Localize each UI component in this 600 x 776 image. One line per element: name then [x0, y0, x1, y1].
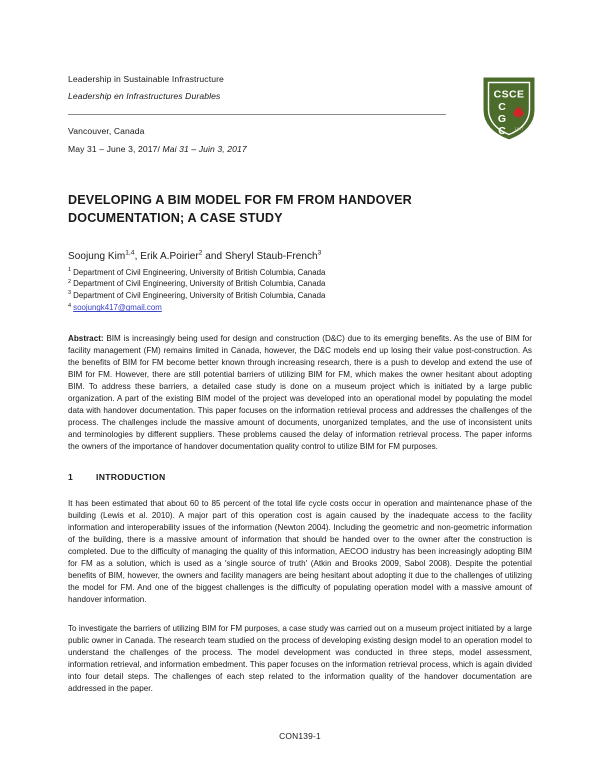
- author-separator-2: and: [202, 251, 225, 262]
- body-paragraph: It has been estimated that about 60 to 85 percent of the total life cycle costs occur in operation and maintenance phase of the building (Lewis et al. 2010). A major part of this operation cost is again caused by the inadequate access to the facility information and interoperability issues of the information (Newton 2004). Including the geometric and non-geometric information of the building, there is a massive amount of information that should be handed over to the owner after the construction is completed. Due to the difficulty of managing the quality of this information, AECOO industry has been increasingly adopting BIM for FM as a solution, which is used as a 'single source of truth' (Atkin and Brooks 2009, Sabol 2008). Despite the potential benefits of BIM, however, the owners and facility managers are being hesitant about adopting it due to the challenges of utilizing the model for FM. And one of the biggest challenges is the difficulty of populating operation model with a massive amount of handover information.: [68, 499, 532, 605]
- logo-text-c1: C: [498, 101, 506, 113]
- conference-tagline-fr: Leadership en Infrastructures Durables: [68, 91, 221, 101]
- author-sup-1: 1,4: [125, 249, 135, 257]
- logo-text-g: G: [497, 113, 507, 125]
- affiliation-text: Department of Civil Engineering, University of British Columbia, Canada: [73, 268, 326, 277]
- author-name-3: Sheryl Staub-French: [224, 251, 318, 262]
- affiliation-item: [68, 290, 532, 301]
- page-title: DEVELOPING A BIM MODEL FOR FM FROM HANDOVER DOCUMENTATION; A CASE STUDY: [68, 193, 412, 225]
- abstract-label: Abstract:: [68, 333, 104, 343]
- affiliation-item: [68, 267, 532, 278]
- page-footer: CON139-1: [279, 731, 321, 741]
- author-sup-2: 2: [198, 249, 203, 257]
- author-list: [68, 250, 532, 264]
- logo-text-c2: C: [498, 125, 506, 137]
- masthead: [68, 72, 532, 158]
- masthead-divider: [68, 114, 446, 115]
- conference-dates-en: May 31 – June 3, 2017/: [68, 144, 163, 154]
- affiliation-text: Department of Civil Engineering, University of British Columbia, Canada: [73, 290, 326, 300]
- conference-location: Vancouver, Canada: [68, 126, 145, 136]
- conference-dates: [68, 142, 446, 156]
- section-title: INTRODUCTION: [96, 472, 166, 483]
- csce-cgc-shield-logo: [478, 72, 540, 144]
- conference-tagline-en: Leadership in Sustainable Infrastructure: [68, 74, 224, 84]
- page-content: [68, 72, 532, 703]
- affiliation-item: [68, 278, 532, 289]
- author-name-1: Soojung Kim: [68, 251, 126, 262]
- conference-dates-fr: Mai 31 – Juin 3, 2017: [162, 144, 247, 154]
- author-sup-3: 3: [317, 249, 322, 257]
- abstract-paragraph: [68, 333, 532, 453]
- email-marker: 4: [68, 302, 72, 309]
- author-name-2: Erik A.Poirier: [140, 251, 199, 262]
- affiliation-list: [68, 267, 532, 314]
- shield-outer-shape: [482, 76, 536, 141]
- section-heading-introduction: [68, 472, 532, 482]
- abstract-body: BIM is increasingly being used for design and construction (D&C) due to its emerging benefits. As the use of BIM for facility management (FM) remains limited in Canada, however, the D&C models end up losing their value post-construction. As the benefits of BIM for FM become better known through increasing research, there is a push to develop and extend the use of BIM for FM. However, there are still potential barriers of utilizing BIM for FM, which makes the owner hesitant about adopting BIM. To address these barriers, a detailed case study is done on a museum project which is initiated by a large public organization. A part of the existing BIM model of the project was developed into an operational model by populating the model data with handover documentation. This paper focuses on the information retrieval process and addresses the challenges of the process. The challenges include the massive amount of documents, unorganized templates, and the use of inconsistent units and terminologies by different suppliers. These problems caused the delay of information retrieval process. The paper informs the owners of the importance of handover documentation quality control to utilize BIM for FM purposes.: [68, 333, 532, 452]
- affiliation-marker: 3: [68, 290, 72, 297]
- body-paragraph: To investigate the barriers of utilizing BIM for FM purposes, a case study was carried out on a museum project initiated by a large public owner in Canada. The research team studied on the process of developing existing design model to an operation model to understand the challenges of the process. The model development was conducted in three steps, model assessment, information retrieval, and information embedment. This paper focuses on the information retrieval process, which is again divided into four detail steps. The challenges of each step related to the information quality of the handover documentation are addressed in the paper.: [68, 623, 532, 693]
- section-number: 1: [68, 472, 74, 483]
- corresponding-email-line: [68, 302, 532, 313]
- logo-text-csce: CSCE: [493, 88, 525, 101]
- masthead-text-block: [68, 72, 446, 156]
- affiliation-marker: 1: [68, 267, 72, 274]
- email-link[interactable]: soojungk417@gmail.com: [73, 303, 162, 313]
- author-separator-1: ,: [134, 251, 141, 262]
- logo-text-year: 1887: [514, 126, 524, 131]
- affiliation-text: Department of Civil Engineering, University of British Columbia, Canada: [73, 279, 326, 289]
- affiliation-marker: 2: [68, 278, 72, 285]
